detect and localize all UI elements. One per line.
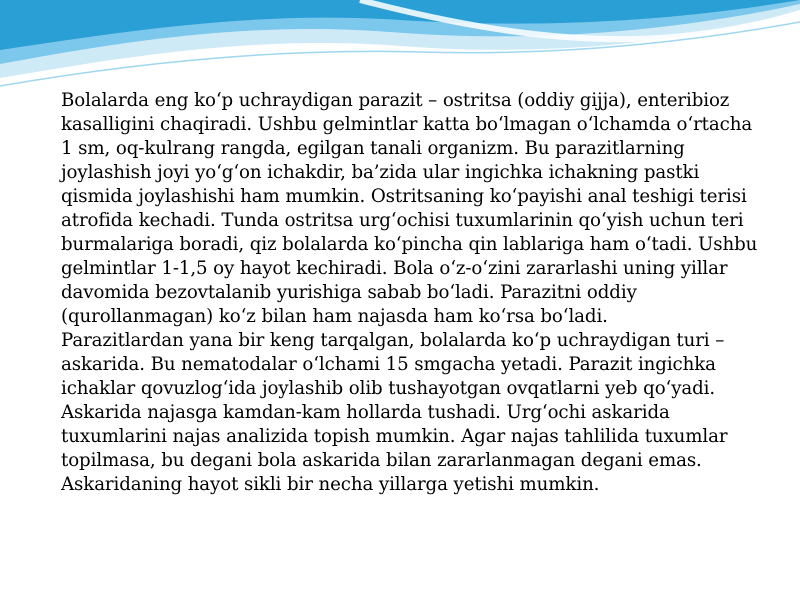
paragraph-askarida: Parazitlardan yana bir keng tarqalgan, bolalarda ko‘p uchraydigan turi – askarida. Bu nematodalar o‘lchami 15 smgacha yetadi. Parazit ingichka ichaklar qovuzlog‘ida joylashib olib tushayotgan ovqatlarni yeb qo‘yadi. Askarida najasga kamdan-kam hollarda tushadi. Urg‘ochi askarida tuxumlarini najas analizida topish mumkin. Agar najas tahlilida tuxumlar topilmasa, bu degani bola askarida bilan zararlanmagan degani emas. Askaridaning hayot sikli bir necha yillarga yetishi mumkin. [61, 330, 728, 495]
slide-body-text [61, 89, 761, 497]
header-wave-decoration [0, 0, 800, 100]
paragraph-ostritsa: Bolalarda eng ko‘p uchraydigan parazit – ostritsa (oddiy gijja), enteribioz kasalligini chaqiradi. Ushbu gelmintlar katta bo‘lmagan o‘lchamda o‘rtacha 1 sm, oq-kulrang rangda, egilgan tanali organizm. Bu parazitlarning joylashish joyi yo‘g‘on ichakdir, ba’zida ular ingichka ichakning pastki qismida joylashishi ham mumkin. Ostritsaning ko‘payishi anal teshigi terisi atrofida kechadi. Tunda ostritsa urg‘ochisi tuxumlarinin qo‘yish uchun teri burmalariga boradi, qiz bolalarda ko‘pincha qin lablariga ham o‘tadi. Ushbu gelmintlar 1-1,5 oy hayot kechiradi. Bola o‘z-o‘zini zararlashi uning yillar davomida bezovtalanib yurishiga sabab bo‘ladi. Parazitni oddiy (qurollanmagan) ko‘z bilan ham najasda ham ko‘rsa bo‘ladi. [61, 90, 758, 327]
